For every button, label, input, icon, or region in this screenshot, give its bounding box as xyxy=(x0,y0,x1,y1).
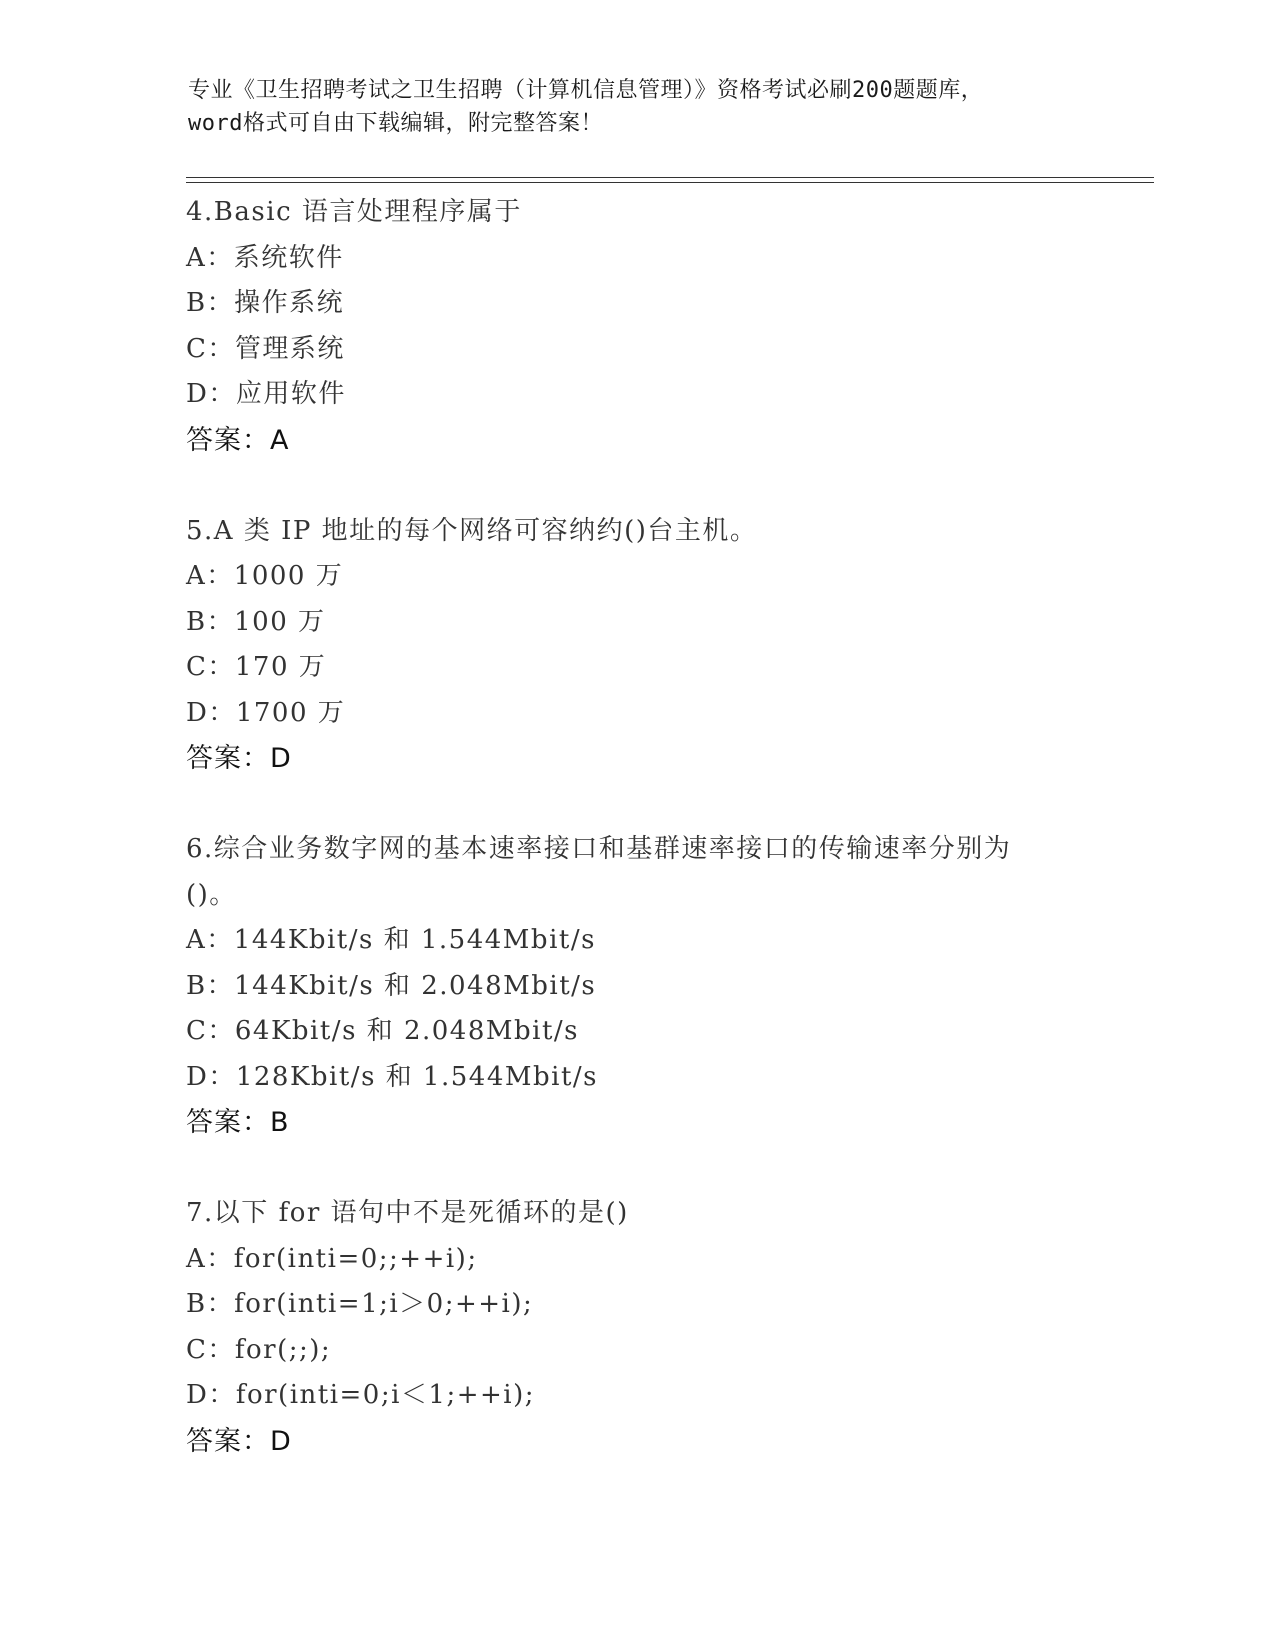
spacer xyxy=(186,463,1106,509)
question-block xyxy=(186,190,1106,463)
option-d: D：1700 万 xyxy=(186,697,346,728)
option-b: B：操作系统 xyxy=(186,288,345,318)
option-b: B：100 万 xyxy=(186,606,326,637)
question-text: 5.A 类 IP 地址的每个网络可容纳约()台主机。 xyxy=(186,515,758,546)
question-block xyxy=(186,827,1106,1146)
option-b: B：for(inti=1;i＞0;++i); xyxy=(186,1289,534,1319)
answer-line: 答案：A xyxy=(186,424,290,456)
option-c: C：170 万 xyxy=(186,652,327,682)
option-c: C：管理系统 xyxy=(186,333,345,364)
answer-line: 答案：D xyxy=(186,743,292,774)
header-line-1: 专业《卫生招聘考试之卫生招聘（计算机信息管理）》资格考试必刷200题题库， xyxy=(188,78,984,103)
option-a: A：1000 万 xyxy=(186,561,344,591)
answer-line: 答案：B xyxy=(186,1107,290,1138)
document-header xyxy=(188,74,1088,140)
option-d: D：for(inti=0;i＜1;++i); xyxy=(186,1380,536,1410)
option-a: A：系统软件 xyxy=(186,242,344,273)
header-line-2: word格式可自由下载编辑，附完整答案！ xyxy=(188,111,603,136)
option-d: D：应用软件 xyxy=(186,379,346,409)
option-d: D：128Kbit/s 和 1.544Mbit/s xyxy=(186,1061,598,1092)
question-list xyxy=(186,190,1106,1464)
answer-line: 答案：D xyxy=(186,1425,292,1457)
header-divider-top xyxy=(186,177,1154,178)
question-text: 7.以下 for 语句中不是死循环的是() xyxy=(186,1198,629,1228)
question-text-line-1: 6.综合业务数字网的基本速率接口和基群速率接口的传输速率分别为 xyxy=(186,834,1012,864)
option-c: C：for(;;); xyxy=(186,1334,332,1365)
option-a: A：144Kbit/s 和 1.544Mbit/s xyxy=(186,925,596,955)
option-a: A：for(inti=0;;++i); xyxy=(186,1243,478,1274)
spacer xyxy=(186,782,1106,828)
spacer xyxy=(186,1146,1106,1192)
question-text: 4.Basic 语言处理程序属于 xyxy=(186,197,522,227)
option-c: C：64Kbit/s 和 2.048Mbit/s xyxy=(186,1016,580,1046)
question-block xyxy=(186,509,1106,782)
header-divider-bottom xyxy=(186,182,1154,183)
question-text-line-2: ()。 xyxy=(186,879,237,910)
question-block xyxy=(186,1191,1106,1464)
option-b: B：144Kbit/s 和 2.048Mbit/s xyxy=(186,970,597,1001)
